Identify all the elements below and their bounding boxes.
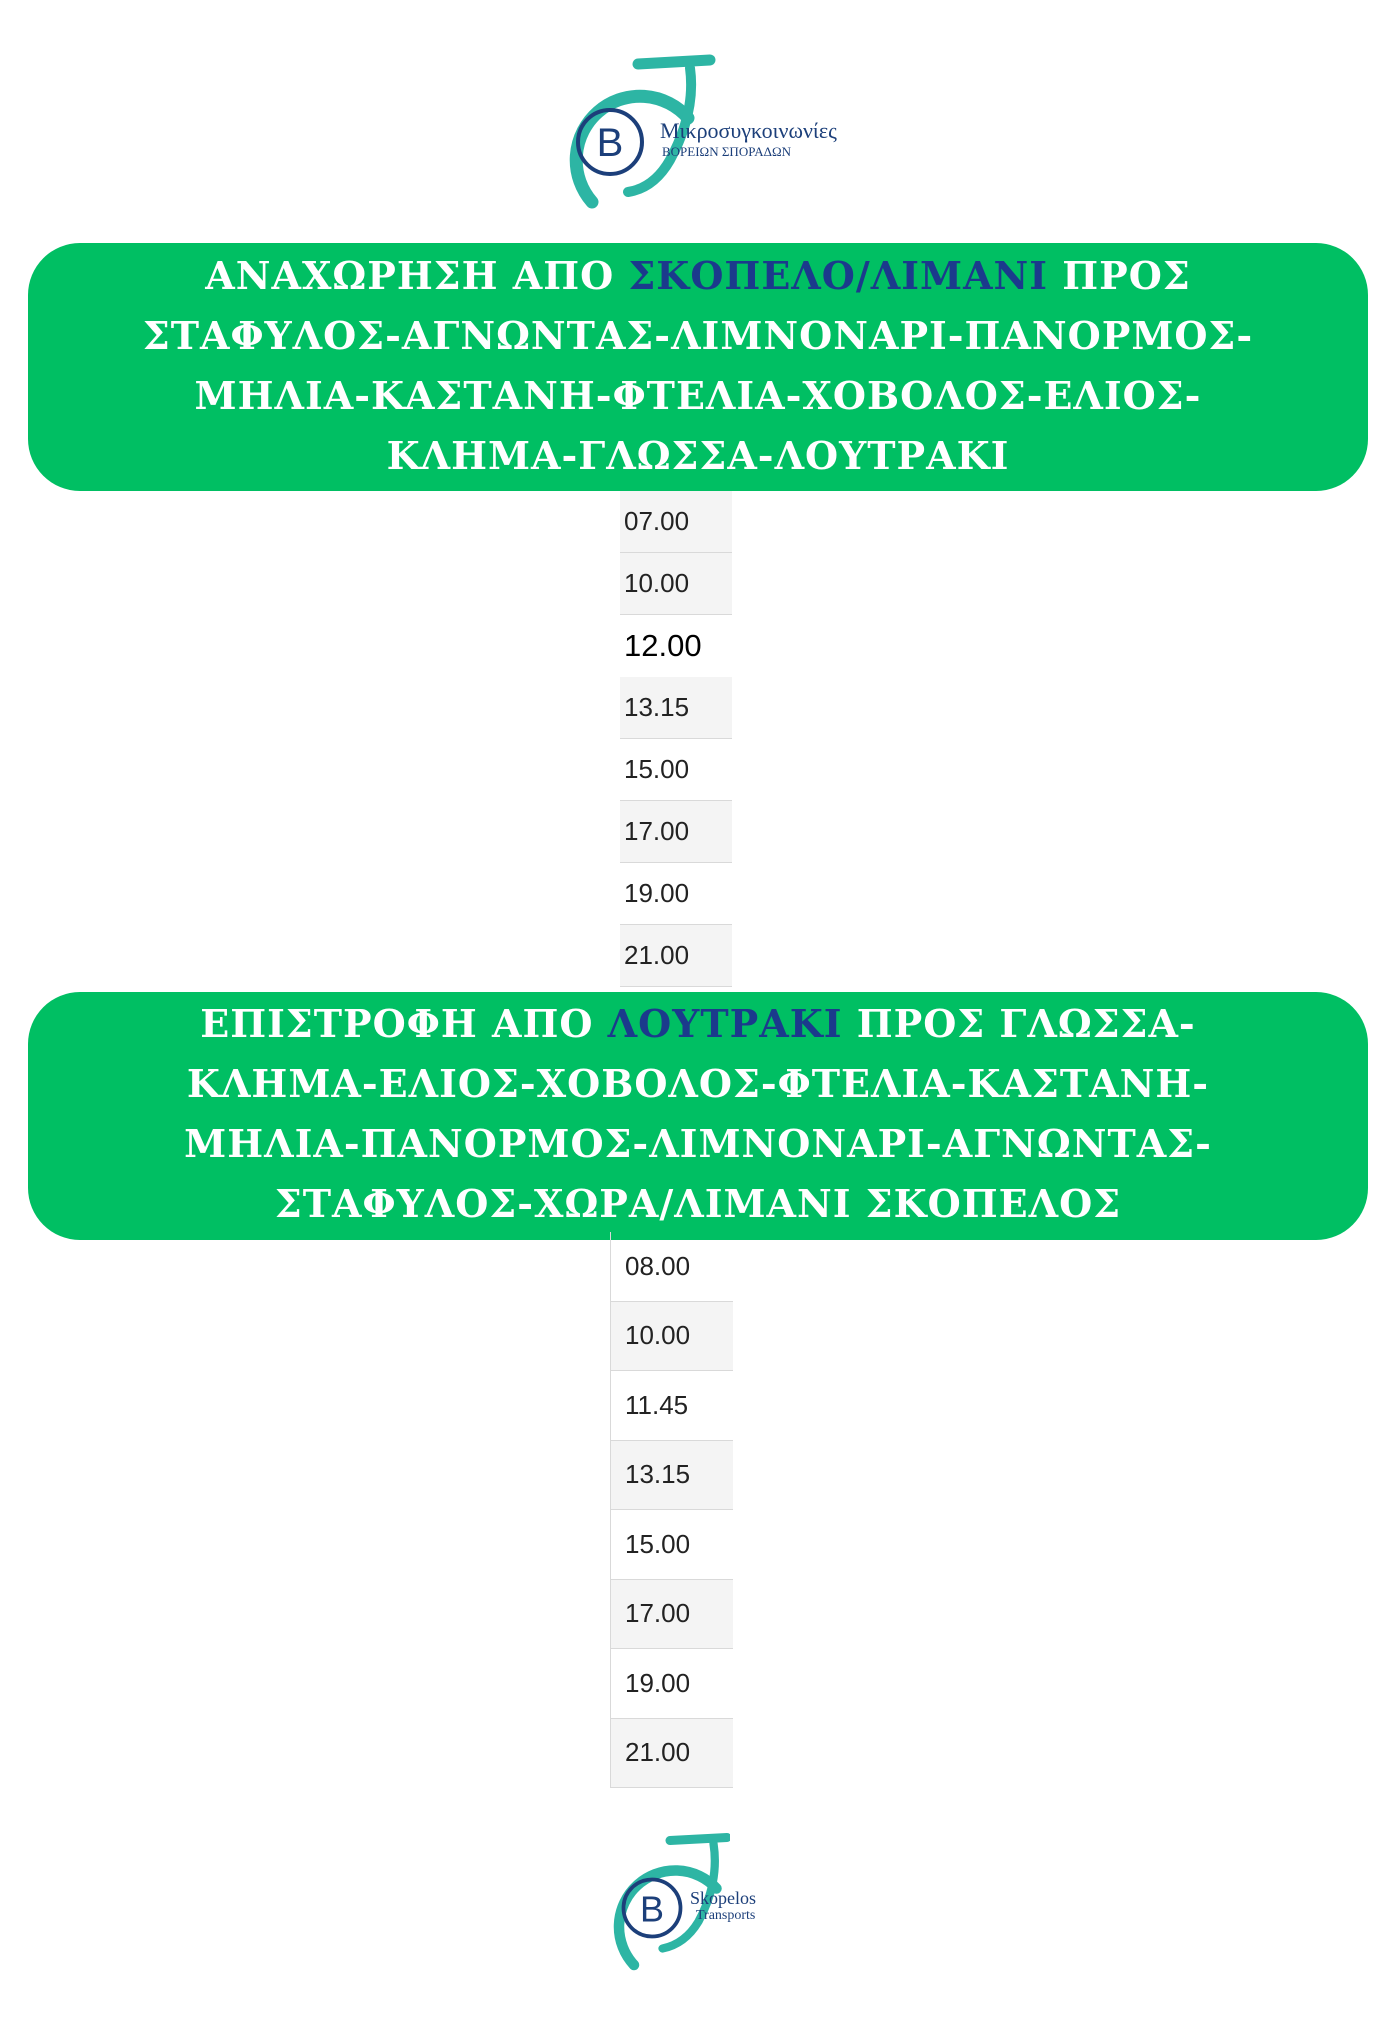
timetable-row: 15.00 <box>611 1510 733 1580</box>
timetable-row: 17.00 <box>611 1580 733 1650</box>
svg-text:B: B <box>639 1888 665 1930</box>
outbound-line-1: ΑΝΑΧΩΡΗΣΗ ΑΠΟ ΣΚΟΠΕΛΟ/ΛΙΜΑΝΙ ΠΡΟΣ <box>205 253 1191 298</box>
timetable-row: 21.00 <box>620 925 732 987</box>
timetable-row: 08.00 <box>611 1232 733 1302</box>
svg-text:B: B <box>596 121 624 165</box>
timetable-row: 11.45 <box>611 1371 733 1441</box>
return-line-3: ΜΗΛΙΑ-ΠΑΝΟΡΜΟΣ-ΛΙΜΝΟΝΑΡΙ-ΑΓΝΩΝΤΑΣ- <box>184 1121 1212 1166</box>
timetable-row: 15.00 <box>620 739 732 801</box>
outbound-line-2: ΣΤΑΦΥΛΟΣ-ΑΓΝΩΝΤΑΣ-ΛΙΜΝΟΝΑΡΙ-ΠΑΝΟΡΜΟΣ- <box>142 313 1254 358</box>
timetable-row: 10.00 <box>611 1302 733 1372</box>
timetable-row: 21.00 <box>611 1719 733 1789</box>
outbound-times-column <box>620 491 732 987</box>
return-line-1: ΕΠΙΣΤΡΟΦΗ ΑΠΟ ΛΟΥΤΡΑΚΙ ΠΡΟΣ ΓΛΩΣΣΑ- <box>200 1001 1196 1046</box>
timetable-row: 19.00 <box>620 863 732 925</box>
return-route-banner <box>28 992 1368 1240</box>
footer-logo <box>580 1830 820 1980</box>
timetable-row: 13.15 <box>620 677 732 739</box>
timetable-row: 17.00 <box>620 801 732 863</box>
timetable-row: 10.00 <box>620 553 732 615</box>
brand-name: Μικροσυγκοινωνίες <box>660 118 837 143</box>
outbound-route-banner <box>28 243 1368 491</box>
footer-brand-subtitle: Transports <box>696 1908 756 1923</box>
timetable-row: 07.00 <box>620 491 732 553</box>
timetable-row: 19.00 <box>611 1649 733 1719</box>
outbound-origin-highlight: ΣΚΟΠΕΛΟ/ΛΙΜΑΝΙ <box>628 253 1049 298</box>
outbound-line-3: ΜΗΛΙΑ-ΚΑΣΤΑΝΗ-ΦΤΕΛΙΑ-ΧΟΒΟΛΟΣ-ΕΛΙΟΣ- <box>194 373 1202 418</box>
return-origin-highlight: ΛΟΥΤΡΑΚΙ <box>607 1001 843 1046</box>
footer-brand-name: Skopelos <box>690 1888 757 1908</box>
brand-subtitle: ΒΟΡΕΙΩΝ ΣΠΟΡΑΔΩΝ <box>662 144 792 159</box>
timetable-row: 12.00 <box>620 615 732 677</box>
outbound-line-4: ΚΛΗΜΑ-ΓΛΩΣΣΑ-ΛΟΥΤΡΑΚΙ <box>386 433 1010 478</box>
timetable-row: 13.15 <box>611 1441 733 1511</box>
return-line-2: ΚΛΗΜΑ-ΕΛΙΟΣ-ΧΟΒΟΛΟΣ-ΦΤΕΛΙΑ-ΚΑΣΤΑΝΗ- <box>186 1061 1210 1106</box>
return-line-4: ΣΤΑΦΥΛΟΣ-ΧΩΡΑ/ΛΙΜΑΝΙ ΣΚΟΠΕΛΟΣ <box>274 1181 1122 1226</box>
header-logo <box>520 52 880 222</box>
return-times-column <box>610 1232 733 1788</box>
